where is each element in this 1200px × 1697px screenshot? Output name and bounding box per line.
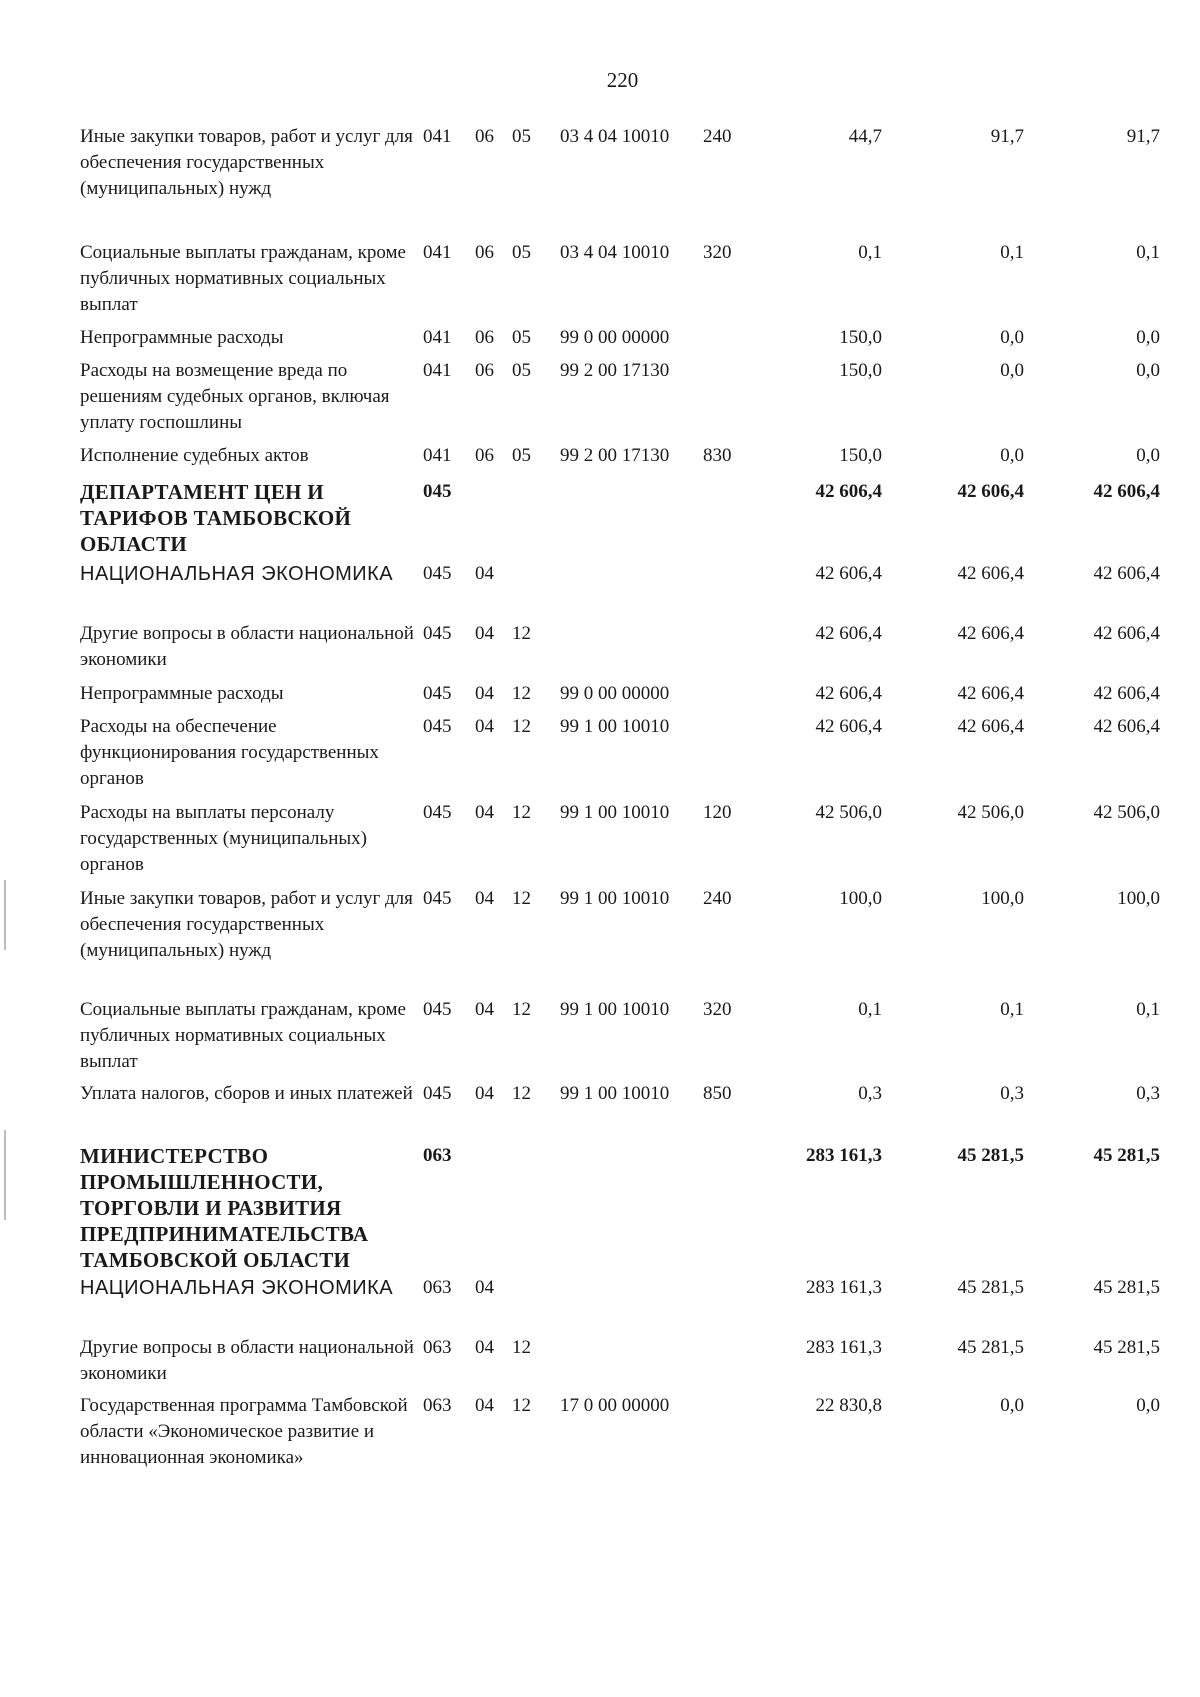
article-code: 99 0 00 00000	[560, 683, 670, 704]
amount-year-1: 22 830,8	[815, 1395, 882, 1416]
article-code: 17 0 00 00000	[560, 1395, 670, 1416]
section-code: 04	[475, 1277, 494, 1298]
article-code: 99 2 00 17130	[560, 360, 670, 381]
amount-year-2: 0,0	[1000, 1395, 1024, 1416]
ministry-code: 045	[423, 888, 452, 909]
expense-type-code: 320	[703, 242, 732, 263]
amount-year-1: 42 606,4	[815, 683, 882, 704]
row-name: Непрограммные расходы	[80, 683, 284, 704]
amount-year-3: 0,1	[1136, 242, 1160, 263]
ministry-code: 041	[423, 360, 452, 381]
amount-year-2: 45 281,5	[957, 1277, 1024, 1298]
amount-year-1: 283 161,3	[806, 1277, 882, 1298]
ministry-code: 045	[423, 1083, 452, 1104]
row-name: ДЕПАРТАМЕНТ ЦЕН И ТАРИФОВ ТАМБОВСКОЙ ОБЛАСТИ	[80, 480, 352, 556]
amount-year-3: 42 506,0	[1093, 802, 1160, 823]
ministry-code: 063	[423, 1395, 452, 1416]
amount-year-3: 91,7	[1126, 126, 1160, 147]
amount-year-1: 150,0	[839, 445, 882, 466]
subsection-code: 12	[512, 999, 531, 1020]
section-code: 06	[475, 242, 494, 263]
section-code: 04	[475, 1395, 494, 1416]
amount-year-2: 91,7	[990, 126, 1024, 147]
ministry-code: 041	[423, 126, 452, 147]
amount-year-1: 283 161,3	[806, 1337, 882, 1358]
subsection-code: 12	[512, 1395, 531, 1416]
amount-year-1: 0,1	[858, 999, 882, 1020]
amount-year-2: 42 606,4	[957, 716, 1024, 737]
article-code: 99 1 00 10010	[560, 716, 670, 737]
section-code: 04	[475, 623, 494, 644]
ministry-code: 045	[423, 716, 452, 737]
ministry-code: 045	[423, 802, 452, 823]
section-code: 06	[475, 445, 494, 466]
amount-year-1: 44,7	[848, 126, 882, 147]
amount-year-3: 45 281,5	[1093, 1277, 1160, 1298]
ministry-code: 063	[423, 1277, 452, 1298]
section-code: 04	[475, 888, 494, 909]
expense-type-code: 850	[703, 1083, 732, 1104]
ministry-code: 041	[423, 327, 452, 348]
amount-year-3: 42 606,4	[1093, 623, 1160, 644]
amount-year-2: 42 606,4	[957, 481, 1024, 502]
subsection-code: 12	[512, 683, 531, 704]
row-name: Исполнение судебных актов	[80, 445, 309, 466]
amount-year-1: 100,0	[839, 888, 882, 909]
expense-type-code: 120	[703, 802, 732, 823]
amount-year-1: 150,0	[839, 327, 882, 348]
row-name: МИНИСТЕРСТВО ПРОМЫШЛЕННОСТИ, ТОРГОВЛИ И РАЗВИТИЯ ПРЕДПРИНИМАТЕЛЬСТВА ТАМБОВСКОЙ ОБЛАСТИ	[80, 1144, 369, 1272]
amount-year-2: 0,3	[1000, 1083, 1024, 1104]
amount-year-3: 45 281,5	[1093, 1337, 1160, 1358]
amount-year-2: 42 606,4	[957, 683, 1024, 704]
amount-year-3: 0,0	[1136, 360, 1160, 381]
amount-year-2: 0,1	[1000, 999, 1024, 1020]
amount-year-2: 42 606,4	[957, 623, 1024, 644]
row-name: НАЦИОНАЛЬНАЯ ЭКОНОМИКА	[80, 1277, 394, 1299]
subsection-code: 12	[512, 888, 531, 909]
expense-type-code: 830	[703, 445, 732, 466]
ministry-code: 045	[423, 683, 452, 704]
section-code: 06	[475, 126, 494, 147]
amount-year-1: 42 606,4	[815, 623, 882, 644]
amount-year-3: 0,0	[1136, 327, 1160, 348]
expense-type-code: 240	[703, 126, 732, 147]
section-code: 04	[475, 1083, 494, 1104]
row-name: Иные закупки товаров, работ и услуг для обеспечения государственных (муниципальных) нужд	[80, 126, 413, 199]
amount-year-3: 0,3	[1136, 1083, 1160, 1104]
row-name: Социальные выплаты гражданам, кроме публичных нормативных социальных выплат	[80, 242, 406, 315]
amount-year-2: 42 506,0	[957, 802, 1024, 823]
scan-edge-mark	[4, 1130, 6, 1220]
section-code: 04	[475, 716, 494, 737]
article-code: 03 4 04 10010	[560, 242, 670, 263]
row-name: НАЦИОНАЛЬНАЯ ЭКОНОМИКА	[80, 563, 394, 585]
subsection-code: 12	[512, 716, 531, 737]
amount-year-2: 0,0	[1000, 360, 1024, 381]
amount-year-3: 45 281,5	[1093, 1145, 1160, 1166]
expense-type-code: 320	[703, 999, 732, 1020]
amount-year-1: 0,1	[858, 242, 882, 263]
subsection-code: 05	[512, 242, 531, 263]
subsection-code: 12	[512, 1337, 531, 1358]
article-code: 99 1 00 10010	[560, 888, 670, 909]
amount-year-2: 100,0	[981, 888, 1024, 909]
article-code: 03 4 04 10010	[560, 126, 670, 147]
amount-year-3: 42 606,4	[1093, 716, 1160, 737]
ministry-code: 063	[423, 1337, 452, 1358]
amount-year-2: 0,0	[1000, 327, 1024, 348]
row-name: Государственная программа Тамбовской области «Экономическое развитие и инновационная экономика»	[80, 1395, 408, 1468]
amount-year-3: 0,0	[1136, 1395, 1160, 1416]
row-name: Другие вопросы в области национальной экономики	[80, 1337, 414, 1384]
subsection-code: 12	[512, 802, 531, 823]
ministry-code: 045	[423, 481, 452, 502]
amount-year-1: 150,0	[839, 360, 882, 381]
amount-year-3: 42 606,4	[1093, 481, 1160, 502]
article-code: 99 1 00 10010	[560, 999, 670, 1020]
article-code: 99 0 00 00000	[560, 327, 670, 348]
row-name: Непрограммные расходы	[80, 327, 284, 348]
row-name: Расходы на обеспечение функционирования государственных органов	[80, 716, 379, 789]
section-code: 06	[475, 360, 494, 381]
amount-year-2: 0,1	[1000, 242, 1024, 263]
section-code: 04	[475, 802, 494, 823]
amount-year-1: 42 606,4	[815, 481, 882, 502]
amount-year-2: 42 606,4	[957, 563, 1024, 584]
amount-year-2: 0,0	[1000, 445, 1024, 466]
row-name: Иные закупки товаров, работ и услуг для обеспечения государственных (муниципальных) нужд	[80, 888, 413, 961]
amount-year-2: 45 281,5	[957, 1145, 1024, 1166]
section-code: 04	[475, 683, 494, 704]
amount-year-1: 42 606,4	[815, 716, 882, 737]
section-code: 06	[475, 327, 494, 348]
amount-year-3: 42 606,4	[1093, 563, 1160, 584]
row-name: Уплата налогов, сборов и иных платежей	[80, 1083, 413, 1104]
subsection-code: 05	[512, 327, 531, 348]
row-name: Расходы на возмещение вреда по решениям судебных органов, включая уплату госпошлины	[80, 360, 390, 433]
subsection-code: 05	[512, 360, 531, 381]
amount-year-3: 100,0	[1117, 888, 1160, 909]
amount-year-3: 0,0	[1136, 445, 1160, 466]
amount-year-1: 42 506,0	[815, 802, 882, 823]
scan-edge-mark	[4, 880, 6, 950]
amount-year-1: 0,3	[858, 1083, 882, 1104]
ministry-code: 045	[423, 999, 452, 1020]
amount-year-3: 42 606,4	[1093, 683, 1160, 704]
row-name: Расходы на выплаты персоналу государственных (муниципальных) органов	[80, 802, 367, 875]
amount-year-2: 45 281,5	[957, 1337, 1024, 1358]
section-code: 04	[475, 1337, 494, 1358]
ministry-code: 041	[423, 445, 452, 466]
section-code: 04	[475, 999, 494, 1020]
page-number: 220	[606, 68, 639, 92]
row-name: Социальные выплаты гражданам, кроме публичных нормативных социальных выплат	[80, 999, 406, 1072]
row-name: Другие вопросы в области национальной экономики	[80, 623, 414, 670]
article-code: 99 2 00 17130	[560, 445, 670, 466]
subsection-code: 12	[512, 1083, 531, 1104]
ministry-code: 045	[423, 563, 452, 584]
section-code: 04	[475, 563, 494, 584]
ministry-code: 045	[423, 623, 452, 644]
subsection-code: 05	[512, 126, 531, 147]
ministry-code: 063	[423, 1145, 452, 1166]
ministry-code: 041	[423, 242, 452, 263]
article-code: 99 1 00 10010	[560, 802, 670, 823]
subsection-code: 05	[512, 445, 531, 466]
amount-year-3: 0,1	[1136, 999, 1160, 1020]
amount-year-1: 42 606,4	[815, 563, 882, 584]
expense-type-code: 240	[703, 888, 732, 909]
subsection-code: 12	[512, 623, 531, 644]
amount-year-1: 283 161,3	[806, 1145, 882, 1166]
article-code: 99 1 00 10010	[560, 1083, 670, 1104]
